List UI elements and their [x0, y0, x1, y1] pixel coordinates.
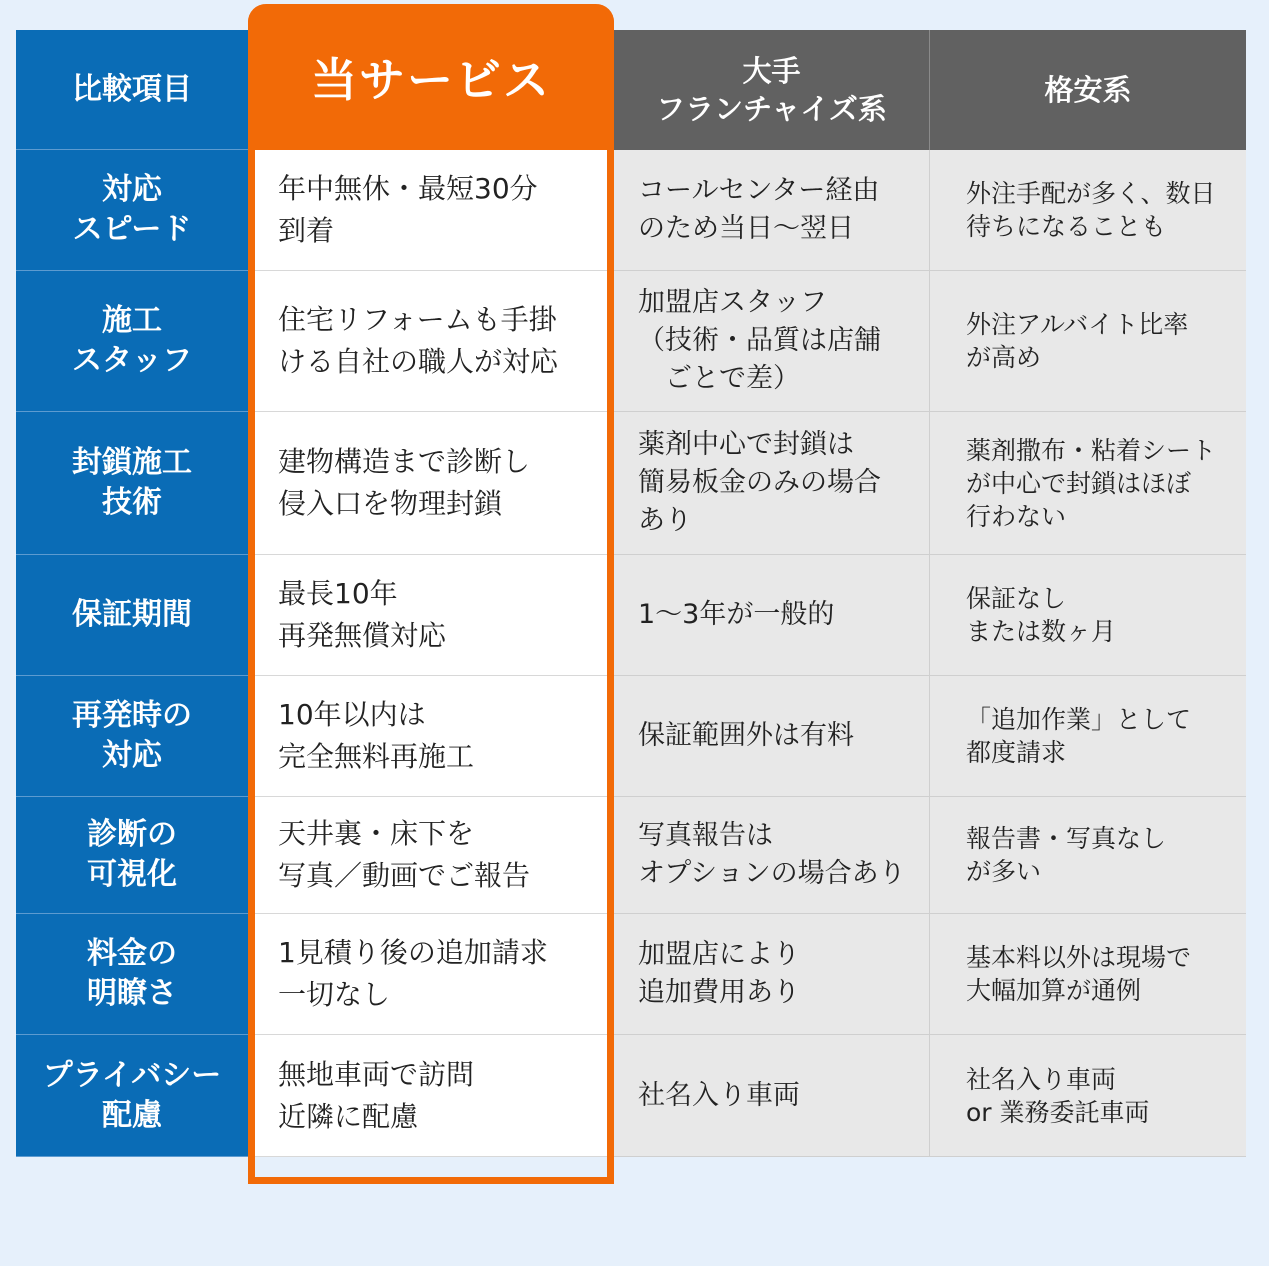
row-label: プライバシー 配慮	[16, 1035, 248, 1157]
row-label: 再発時の 対応	[16, 676, 248, 797]
service-cell: 最長10年 再発無償対応	[248, 555, 614, 676]
header-item: 比較項目	[16, 30, 248, 150]
service-cell: 住宅リフォームも手掛 ける自社の職人が対応	[248, 271, 614, 412]
comparison-table	[16, 30, 1246, 1157]
franchise-cell: 社名入り車両	[614, 1035, 930, 1157]
cheap-cell: 薬剤撒布・粘着シート が中心で封鎖はほぼ 行わない	[930, 412, 1246, 555]
franchise-cell: 薬剤中心で封鎖は 簡易板金のみの場合 あり	[614, 412, 930, 555]
service-cell: 10年以内は 完全無料再施工	[248, 676, 614, 797]
header-cheap: 格安系	[930, 30, 1246, 150]
service-cell: 年中無休・最短30分 到着	[248, 150, 614, 271]
row-label: 対応 スピード	[16, 150, 248, 271]
franchise-cell: 写真報告は オプションの場合あり	[614, 797, 930, 914]
service-cell: 天井裏・床下を 写真／動画でご報告	[248, 797, 614, 914]
service-cell: 1見積り後の追加請求 一切なし	[248, 914, 614, 1035]
service-column-header: 当サービス	[248, 4, 614, 150]
franchise-cell: 1〜3年が一般的	[614, 555, 930, 676]
cheap-cell: 保証なし または数ヶ月	[930, 555, 1246, 676]
header-franchise: 大手 フランチャイズ系	[614, 30, 930, 150]
row-label: 施工 スタッフ	[16, 271, 248, 412]
franchise-cell: 加盟店スタッフ （技術・品質は店舗 ごとで差）	[614, 271, 930, 412]
row-label: 封鎖施工 技術	[16, 412, 248, 555]
cheap-cell: 社名入り車両 or 業務委託車両	[930, 1035, 1246, 1157]
service-cell: 建物構造まで診断し 侵入口を物理封鎖	[248, 412, 614, 555]
franchise-cell: 加盟店により 追加費用あり	[614, 914, 930, 1035]
cheap-cell: 報告書・写真なし が多い	[930, 797, 1246, 914]
cheap-cell: 「追加作業」として 都度請求	[930, 676, 1246, 797]
row-label: 料金の 明瞭さ	[16, 914, 248, 1035]
cheap-cell: 外注アルバイト比率 が高め	[930, 271, 1246, 412]
cheap-cell: 外注手配が多く、数日 待ちになることも	[930, 150, 1246, 271]
service-cell: 無地車両で訪問 近隣に配慮	[248, 1035, 614, 1157]
row-label: 保証期間	[16, 555, 248, 676]
row-label: 診断の 可視化	[16, 797, 248, 914]
cheap-cell: 基本料以外は現場で 大幅加算が通例	[930, 914, 1246, 1035]
franchise-cell: コールセンター経由 のため当日〜翌日	[614, 150, 930, 271]
franchise-cell: 保証範囲外は有料	[614, 676, 930, 797]
